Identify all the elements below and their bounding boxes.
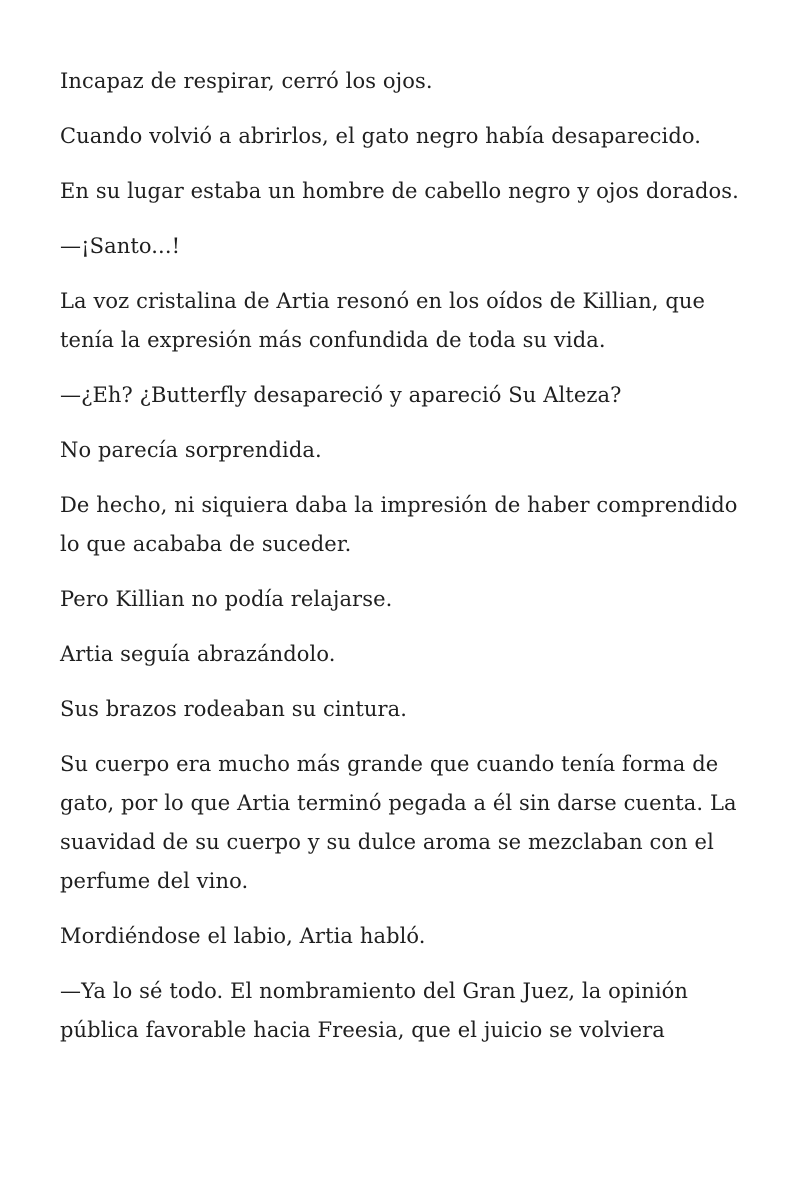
paragraph-7: No parecía sorprendida. [60,438,322,462]
paragraph-4: —¡Santo...! [60,234,181,258]
paragraph-13: Mordiéndose el labio, Artia habló. [60,924,426,948]
paragraph-11: Sus brazos rodeaban su cintura. [60,697,408,721]
document-body [60,62,740,1050]
paragraph-5: La voz cristalina de Artia resonó en los oídos de Killian, que tenía la expresión más confundida de toda su vida. [60,289,706,352]
paragraph-1: Incapaz de respirar, cerró los ojos. [60,69,433,93]
paragraph-14: —Ya lo sé todo. El nombramiento del Gran Juez, la opinión pública favorable hacia Freesia, que el juicio se volviera [60,979,689,1042]
paragraph-3: En su lugar estaba un hombre de cabello negro y ojos dorados. [60,179,739,203]
paragraph-8: De hecho, ni siquiera daba la impresión de haber comprendido lo que acababa de suceder. [60,493,738,556]
paragraph-2: Cuando volvió a abrirlos, el gato negro había desaparecido. [60,124,702,148]
paragraph-9: Pero Killian no podía relajarse. [60,587,393,611]
paragraph-10: Artia seguía abrazándolo. [60,642,336,666]
paragraph-6: —¿Eh? ¿Butterfly desapareció y apareció Su Alteza? [60,383,622,407]
paragraph-12: Su cuerpo era mucho más grande que cuando tenía forma de gato, por lo que Artia terminó pegada a él sin darse cuenta. La suavidad de su cuerpo y su dulce aroma se mezclaban con el perfume del vino. [60,752,737,893]
